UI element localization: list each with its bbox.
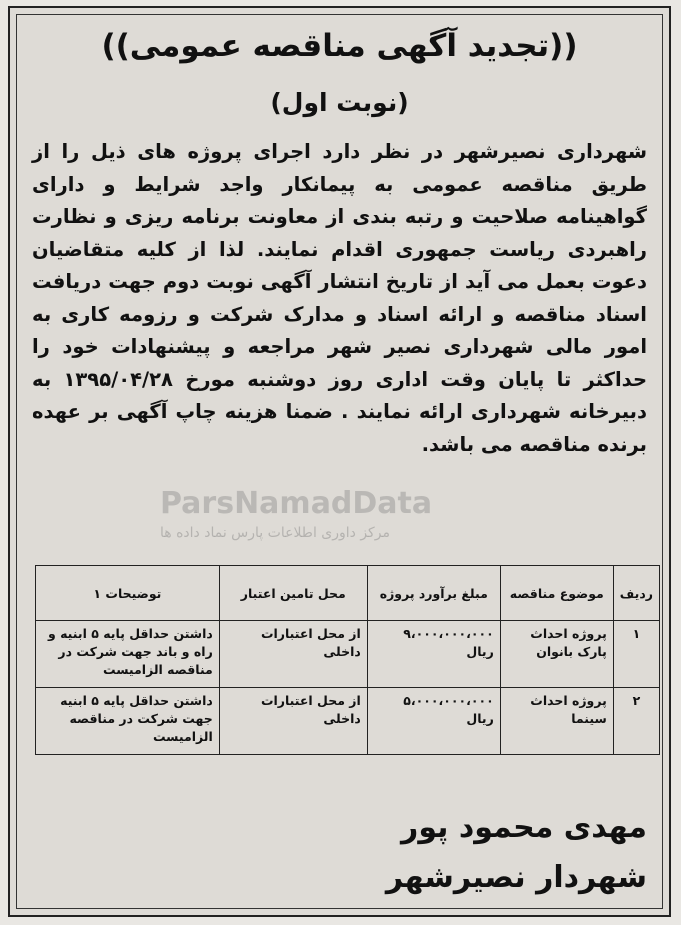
signer-position: شهردار نصیرشهر (385, 860, 647, 895)
notice-title: ((تجدید آگهی مناقصه عمومی)) (101, 28, 578, 64)
header-amount: مبلغ برآورد پروژه (367, 566, 500, 621)
row-source: از محل اعتبارات داخلی (219, 688, 367, 755)
row-amount: ۹،۰۰۰،۰۰۰،۰۰۰ ریال (367, 621, 500, 688)
row-notes: داشتن حداقل پایه ۵ ابنیه جهت شرکت در مناقصه الزامیست (36, 688, 220, 755)
row-notes: داشتن حداقل پایه ۵ ابنیه و راه و باند جهت شرکت در مناقصه الزامیست (36, 621, 220, 688)
row-source: از محل اعتبارات داخلی (219, 621, 367, 688)
notice-page (8, 6, 671, 917)
watermark-logo-text: ParsNamadData (160, 486, 433, 521)
row-number: ۱ (613, 621, 659, 688)
row-subject: پروژه احداث پارک بانوان (500, 621, 613, 688)
row-number: ۲ (613, 688, 659, 755)
table-header-row (36, 566, 660, 621)
tender-table (35, 565, 660, 755)
header-source: محل تامین اعتبار (219, 566, 367, 621)
signer-name: مهدی محمود پور (401, 810, 647, 845)
header-notes: توضیحات ۱ (36, 566, 220, 621)
table-row (36, 688, 660, 755)
row-subject: پروژه احداث سینما (500, 688, 613, 755)
row-amount: ۵،۰۰۰،۰۰۰،۰۰۰ ریال (367, 688, 500, 755)
signature-block (386, 803, 647, 903)
header-subject: موضوع مناقصه (500, 566, 613, 621)
watermark-caption: مرکز داوری اطلاعات پارس نماد داده ها (160, 525, 390, 541)
notice-body: شهرداری نصیرشهر در نظر دارد اجرای پروژه های ذیل را از طریق مناقصه عمومی به پیمانکار واجد شرایط و دارای گواهینامه صلاحیت و رتبه بندی از معاونت برنامه ریزی و نظارت راهبردی ریاست جمهوری اقدام نمایند. لذا از کلیه متقاضیان دعوت بعمل می آید از تاریخ انتشار آگهی نوبت دوم جهت دریافت اسناد مناقصه و ارائه اسناد و مدارک شرکت و رزومه کاری به امور مالی شهرداری نصیر شهر مراجعه و پیشنهادات خود را حداکثر تا پایان وقت اداری روز دوشنبه مورخ ۱۳۹۵/۰۴/۲۸ به دبیرخانه شهرداری ارائه نمایند . ضمنا هزینه چاپ آگهی بر عهده برنده مناقصه می باشد. (32, 140, 647, 456)
table-row (36, 621, 660, 688)
notice-subtitle: (نوبت اول) (270, 88, 409, 117)
header-row-number: ردیف (613, 566, 659, 621)
